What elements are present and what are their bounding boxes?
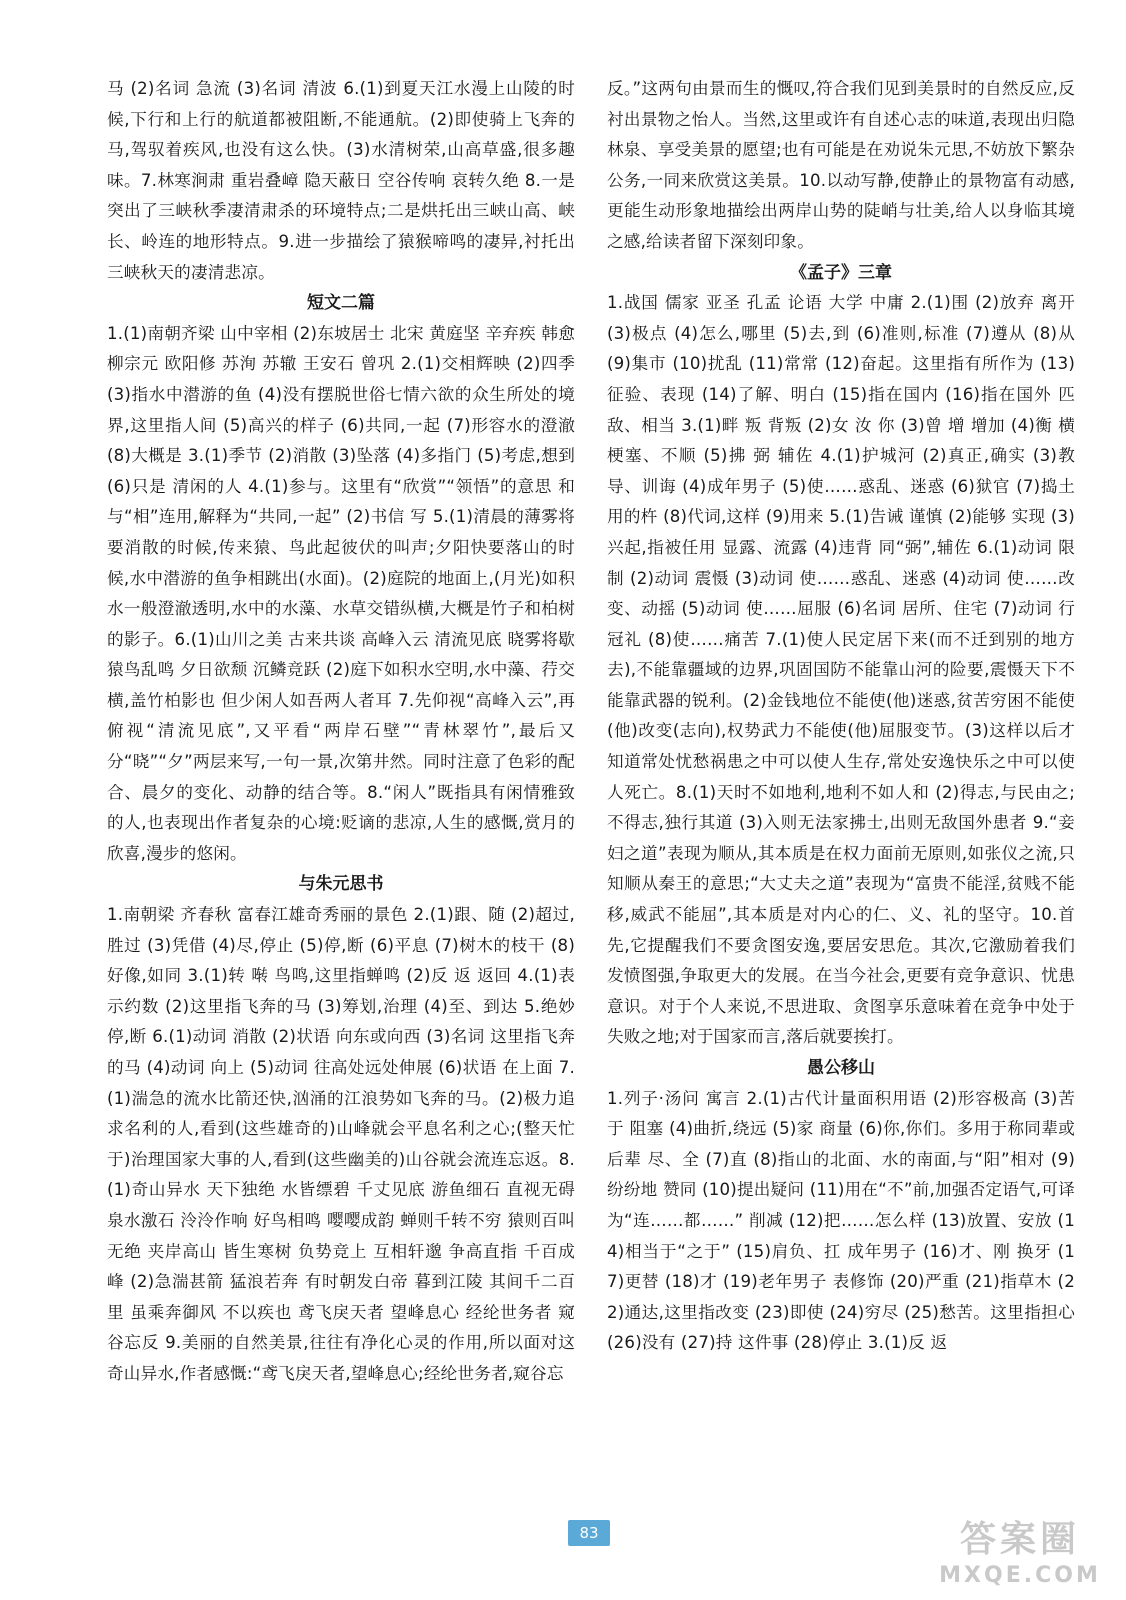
- section-body: 1.战国 儒家 亚圣 孔孟 论语 大学 中庸 2.(1)围 (2)放弃 离开 (3)极点 (4)怎么,哪里 (5)去,到 (6)准则,标准 (7)遵从 (8)从 (9)集市 (10)扰乱 (11)常常 (12)奋起。这里指有所作为 (13)征验、表现 (14)了解、明白 (15)指在国内 (16)指在国外 匹敌、相当 3.(1)畔 叛 背叛 (2)女 汝 你 (3)曾 增 增加 (4)衡 横 梗塞、不顺 (5)拂 弼 辅佐 4.(1)护城河 (2)真正,确实 (3)教导、训诲 (4)成年男子 (5)使……惑乱、迷惑 (6)狱官 (7)捣土用的杵 (8)代词,这样 (9)用来 5.(1)告诫 谨慎 (2)能够 实现 (3)兴起,指被任用 显露、流露 (4)违背 同“弼”,辅佐 6.(1)动词 限制 (2)动词 震慑 (3)动词 使……惑乱、迷惑 (4)动词 使……改变、动摇 (5)动词 使……屈服 (6)名词 居所、住宅 (7)动词 行冠礼 (8)使……痛苦 7.(1)使人民定居下来(而不迁到别的地方去),不能靠疆域的边界,巩固国防不能靠山河的险要,震慑天下不能靠武器的锐利。(2)金钱地位不能使(他)迷惑,贫苦穷困不能使(他)改变(志向),权势武力不能使(他)屈服变节。(3)这样以后才知道常处忧愁祸患之中可以使人生存,常处安逸快乐之中可以使人死亡。8.(1)天时不如地利,地利不如人和 (2)得志,与民由之;不得志,独行其道 (3)入则无法家拂士,出则无敌国外患者 9.“妾妇之道”表现为顺从,其本质是在权力面前无原则,如张仪之流,只知顺从秦王的意思;“大丈夫之道”表现为“富贵不能淫,贫贱不能移,威武不能屈”,其本质是对内心的仁、义、礼的坚守。10.首先,它提醒我们不要贪图安逸,要居安思危。其次,它激励着我们发愤图强,争取更大的发展。在当今社会,更要有竞争意识、忧患意识。对于个人来说,不思进取、贪图享乐意味着在竞争中处于失败之地;对于国家而言,落后就要挨打。: [607, 293, 1075, 1047]
- section-title: 短文二篇: [307, 293, 375, 314]
- section-body: 马 (2)名词 急流 (3)名词 清波 6.(1)到夏天江水漫上山陵的时候,下行和上行的航道都被阻断,不能通航。(2)即使骑上飞奔的马,驾驭着疾风,也没有这么快。(3)水清树荣,山高草盛,很多趣味。7.林寒涧肃 重岩叠嶂 隐天蔽日 空谷传响 哀转久绝 8.一是突出了三峡秋季凄清肃杀的环境特点;二是烘托出三峡山高、峡长、岭连的地形特点。9.进一步描绘了猿猴啼鸣的凄异,衬托出三峡秋天的凄清悲凉。: [107, 79, 575, 282]
- left-column: [107, 74, 575, 1390]
- right-column: [607, 74, 1075, 1359]
- page-number: 83: [568, 1520, 610, 1546]
- section-title: 与朱元思书: [298, 874, 384, 895]
- watermark-text: 答案圈: [959, 1519, 1080, 1560]
- section-body: 1.列子·汤问 寓言 2.(1)古代计量面积用语 (2)形容极高 (3)苦于 阻塞 (4)曲折,绕远 (5)家 商量 (6)你,你们。多用于称同辈或后辈 尽、全 (7)直 (8)指山的北面、水的南面,与“阳”相对 (9)纷纷地 赞同 (10)提出疑问 (11)用在“不”前,加强否定语气,可译为“连……都……” 削减 (12)把……怎么样 (13)放置、安放 (14)相当于“之于” (15)肩负、扛 成年男子 (16)才、刚 换牙 (17)更替 (18)才 (19)老年男子 表修饰 (20)严重 (21)指草木 (22)通达,这里指改变 (23)即使 (24)穷尽 (25)愁苦。这里指担心 (26)没有 (27)持 这件事 (28)停止 3.(1)反 返: [607, 1088, 1075, 1353]
- watermark-logo: [930, 1518, 1110, 1594]
- section-title: 愚公移山: [807, 1058, 875, 1078]
- section-body: 1.(1)南朝齐梁 山中宰相 (2)东坡居士 北宋 黄庭坚 辛弃疾 韩愈 柳宗元 欧阳修 苏洵 苏辙 王安石 曾巩 2.(1)交相辉映 (2)四季 (3)指水中潜游的鱼 (4)没有摆脱世俗七情六欲的众生所处的境界,这里指人间 (5)高兴的样子 (6)共同,一起 (7)形容水的澄澈 (8)大概是 3.(1)季节 (2)消散 (3)坠落 (4)多指门 (5)考虑,想到 (6)只是 清闲的人 4.(1)参与。这里有“欣赏”“领悟”的意思 和 与“相”连用,解释为“共同,一起” (2)书信 写 5.(1)清晨的薄雾将要消散的时候,传来猿、鸟此起彼伏的叫声;夕阳快要落山的时候,水中潜游的鱼争相跳出(水面)。(2)庭院的地面上,(月光)如积水一般澄澈透明,水中的水藻、水草交错纵横,大概是竹子和柏树的影子。6.(1)山川之美 古来共谈 高峰入云 清流见底 晓雾将歇 猿鸟乱鸣 夕日欲颓 沉鳞竞跃 (2)庭下如积水空明,水中藻、荇交横,盖竹柏影也 但少闲人如吾两人者耳 7.先仰视“高峰入云”,再俯视“清流见底”,又平看“两岸石壁”“青林翠竹”,最后又分“晓”“夕”两层来写,一句一景,次第井然。同时注意了色彩的配合、晨夕的变化、动静的结合等。8.“闲人”既指具有闲情雅致的人,也表现出作者复杂的心境:贬谪的悲凉,人生的感慨,赏月的欣喜,漫步的悠闲。: [107, 323, 575, 863]
- watermark-url: MXQE.COM: [939, 1563, 1101, 1588]
- section-body: 1.南朝梁 齐春秋 富春江雄奇秀丽的景色 2.(1)跟、随 (2)超过,胜过 (3)凭借 (4)尽,停止 (5)停,断 (6)平息 (7)树木的枝干 (8)好像,如同 3.(1)转 啭 鸟鸣,这里指蝉鸣 (2)反 返 返回 4.(1)表示约数 (2)这里指飞奔的马 (3)筹划,治理 (4)至、到达 5.绝妙 停,断 6.(1)动词 消散 (2)状语 向东或向西 (3)名词 这里指飞奔的马 (4)动词 向上 (5)动词 往高处远处伸展 (6)状语 在上面 7.(1)湍急的流水比箭还快,汹涌的江浪势如飞奔的马。(2)极力追求名利的人,看到(这些雄奇的)山峰就会平息名利之心;(整天忙于)治理国家大事的人,看到(这些幽美的)山谷就会流连忘返。8.(1)奇山异水 天下独绝 水皆缥碧 千丈见底 游鱼细石 直视无碍 泉水激石 泠泠作响 好鸟相鸣 嘤嘤成韵 蝉则千转不穷 猿则百叫无绝 夹岸高山 皆生寒树 负势竞上 互相轩邈 争高直指 千百成峰 (2)急湍甚箭 猛浪若奔 有时朝发白帝 暮到江陵 其间千二百里 虽乘奔御风 不以疾也 鸢飞戾天者 望峰息心 经纶世务者 窥谷忘反 9.美丽的自然美景,往往有净化心灵的作用,所以面对这奇山异水,作者感慨:“鸢飞戾天者,望峰息心;经纶世务者,窥谷忘: [107, 905, 575, 1383]
- section-body: 反。”这两句由景而生的慨叹,符合我们见到美景时的自然反应,反衬出景物之怡人。当然,这里或许有自述心志的味道,表现出归隐林泉、享受美景的愿望;也有可能是在劝说朱元思,不妨放下繁杂公务,一同来欣赏这美景。10.以动写静,使静止的景物富有动感,更能生动形象地描绘出两岸山势的陡峭与壮美,给人以身临其境之感,给读者留下深刻印象。: [607, 79, 1075, 251]
- section-title: 《孟子》三章: [790, 262, 892, 283]
